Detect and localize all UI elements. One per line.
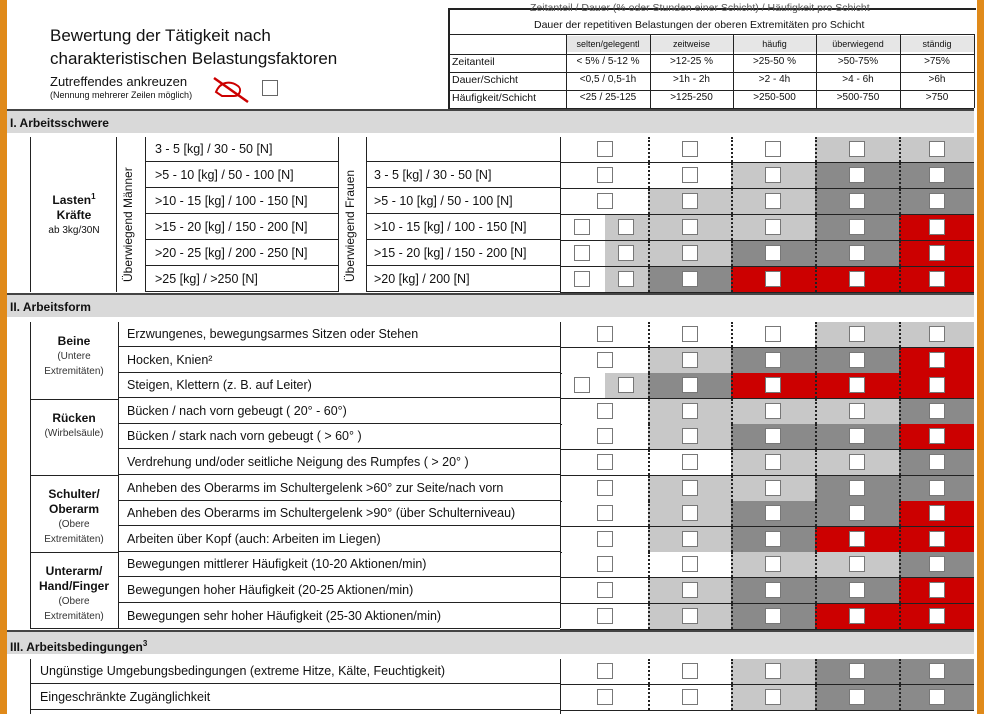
checkbox-af-7[interactable]	[597, 505, 613, 521]
right-border	[977, 0, 984, 714]
column-divider	[815, 476, 817, 501]
group-sub: (Wirbelsäule)	[44, 428, 104, 439]
column-divider	[731, 399, 733, 424]
header-value: >4 - 6h	[842, 74, 874, 85]
header-row-line	[448, 90, 974, 91]
column-divider	[899, 501, 901, 526]
column-divider	[648, 163, 650, 188]
column-divider	[899, 137, 901, 162]
column-divider	[899, 527, 901, 552]
checkbox-af-3[interactable]	[929, 403, 945, 419]
checkbox-af-10[interactable]	[765, 582, 781, 598]
checkbox-af-0[interactable]	[849, 326, 865, 342]
checkbox-af-9[interactable]	[682, 556, 698, 572]
column-divider	[648, 267, 650, 292]
frauen-label: Überwiegend Frauen	[343, 169, 357, 282]
checkbox-lasten-3[interactable]	[929, 219, 945, 235]
checkbox-af-3[interactable]	[849, 403, 865, 419]
checkbox-af-1[interactable]	[682, 352, 698, 368]
checkbox-bed-0[interactable]	[682, 663, 698, 679]
column-divider	[731, 267, 733, 292]
checkbox-lasten-3[interactable]	[849, 219, 865, 235]
checkbox-lasten-5[interactable]	[682, 271, 698, 287]
column-divider	[815, 552, 817, 577]
checkbox-lasten-5[interactable]	[929, 271, 945, 287]
header-value: >1h - 2h	[673, 74, 710, 85]
checkbox-af-0[interactable]	[682, 326, 698, 342]
checkbox-af-5[interactable]	[597, 454, 613, 470]
checkbox-af-0[interactable]	[929, 326, 945, 342]
group-label	[32, 334, 116, 379]
column-header-1: zeitweise	[650, 36, 733, 52]
lasten-f-row	[366, 137, 560, 162]
lasten-text: Lasten	[52, 193, 92, 207]
lasten-m-row: >5 - 10 [kg] / 50 - 100 [N]	[145, 163, 338, 188]
checkbox-af-8[interactable]	[849, 531, 865, 547]
checkbox-af-7[interactable]	[765, 505, 781, 521]
column-divider	[899, 267, 901, 292]
checkbox-af-10[interactable]	[597, 582, 613, 598]
checkbox-af-2[interactable]	[682, 377, 698, 393]
lasten-label	[34, 189, 114, 238]
column-divider	[899, 552, 901, 577]
checkbox-af-7[interactable]	[849, 505, 865, 521]
column-divider	[899, 322, 901, 347]
header-divider	[448, 34, 974, 35]
group-title: Schulter/ Oberarm	[48, 487, 100, 516]
checkbox-lasten-5[interactable]	[849, 271, 865, 287]
column-divider	[648, 348, 650, 373]
checkbox-af-10[interactable]	[682, 582, 698, 598]
checkbox-af-10[interactable]	[929, 582, 945, 598]
checkbox-af-2[interactable]	[618, 377, 634, 393]
checkbox-lasten-2[interactable]	[682, 193, 698, 209]
arbeitsform-row: Bewegungen mittlerer Häufigkeit (10-20 Aktionen/min)	[118, 552, 560, 577]
checkbox-af-6[interactable]	[765, 480, 781, 496]
column-divider	[899, 241, 901, 266]
checkbox-af-2[interactable]	[765, 377, 781, 393]
header-value: >12-25 %	[669, 56, 714, 67]
column-divider	[815, 578, 817, 603]
checkbox-lasten-0[interactable]	[849, 141, 865, 157]
kraefte-text: Kräfte	[56, 208, 92, 222]
column-divider	[815, 450, 817, 475]
header-top-line: Zeitanteil / Dauer (% oder Stunden einer Schicht) / Häufigkeit pro Schicht	[530, 2, 870, 14]
checkbox-bed-0[interactable]	[929, 663, 945, 679]
grid-line	[560, 710, 974, 711]
checkbox-af-4[interactable]	[849, 428, 865, 444]
lasten-m-row: >20 - 25 [kg] / 200 - 250 [N]	[145, 241, 338, 266]
column-header-0: selten/gelegentl	[566, 36, 650, 52]
title-line2: charakteristischen Belastungsfaktoren	[50, 49, 338, 68]
column-divider	[815, 659, 817, 684]
checkbox-bed-1[interactable]	[929, 689, 945, 705]
zutreffendes-label: Zutreffendes ankreuzen	[50, 74, 188, 89]
column-divider	[815, 501, 817, 526]
lasten-f-row: 3 - 5 [kg] / 30 - 50 [N]	[366, 163, 560, 188]
checkbox-af-1[interactable]	[765, 352, 781, 368]
column-divider	[899, 685, 901, 710]
column-divider	[731, 373, 733, 398]
checkbox-lasten-0[interactable]	[765, 141, 781, 157]
column-divider	[731, 241, 733, 266]
checkbox-lasten-3[interactable]	[618, 219, 634, 235]
column-divider	[731, 424, 733, 449]
column-divider	[899, 399, 901, 424]
column-divider	[648, 424, 650, 449]
checkbox-lasten-4[interactable]	[929, 245, 945, 261]
grid-line	[560, 659, 561, 714]
checkbox-af-8[interactable]	[597, 531, 613, 547]
column-header-3: überwiegend	[816, 36, 900, 52]
group-label	[32, 411, 116, 441]
column-divider	[648, 373, 650, 398]
group-label	[32, 487, 116, 547]
checkbox-lasten-4[interactable]	[618, 245, 634, 261]
checkbox-lasten-5[interactable]	[765, 271, 781, 287]
column-header-2: häufig	[733, 36, 816, 52]
column-divider	[731, 552, 733, 577]
column-divider	[815, 424, 817, 449]
lasten-m-row: >10 - 15 [kg] / 100 - 150 [N]	[145, 189, 338, 214]
section-arbeitsbedingungen	[7, 630, 974, 654]
column-divider	[731, 476, 733, 501]
column-divider	[731, 685, 733, 710]
column-divider	[648, 685, 650, 710]
lasten-f-row: >10 - 15 [kg] / 100 - 150 [N]	[366, 215, 560, 240]
column-divider	[648, 215, 650, 240]
header-value: >25-50 %	[752, 56, 797, 67]
header-row-label: Häufigkeit/Schicht	[452, 92, 537, 104]
column-divider	[648, 604, 650, 629]
grid-line	[116, 137, 117, 292]
checkbox-af-11[interactable]	[597, 608, 613, 624]
lasten-m-row: >25 [kg] / >250 [N]	[145, 267, 338, 292]
checkbox-af-11[interactable]	[849, 608, 865, 624]
column-divider	[731, 578, 733, 603]
lasten-m-row: >15 - 20 [kg] / 150 - 200 [N]	[145, 215, 338, 240]
page-title	[50, 24, 337, 70]
checkbox-af-0[interactable]	[597, 326, 613, 342]
column-divider	[648, 659, 650, 684]
checkbox-lasten-0[interactable]	[597, 141, 613, 157]
column-divider	[815, 163, 817, 188]
column-divider	[731, 604, 733, 629]
header-sub-line: Dauer der repetitiven Belastungen der oberen Extremitäten pro Schicht	[534, 19, 865, 31]
checkbox-lasten-3[interactable]	[765, 219, 781, 235]
column-divider	[899, 578, 901, 603]
checkbox-af-1[interactable]	[929, 352, 945, 368]
column-divider	[648, 552, 650, 577]
column-divider	[648, 501, 650, 526]
checkbox-af-10[interactable]	[849, 582, 865, 598]
group-title: Unterarm/ Hand/Finger	[38, 564, 109, 593]
checkbox-af-1[interactable]	[597, 352, 613, 368]
checkbox-af-9[interactable]	[849, 556, 865, 572]
checkbox-lasten-1[interactable]	[849, 167, 865, 183]
column-divider	[731, 659, 733, 684]
lasten-m-row: 3 - 5 [kg] / 30 - 50 [N]	[145, 137, 338, 162]
checkbox-lasten-3[interactable]	[682, 219, 698, 235]
column-divider	[648, 137, 650, 162]
header-value: >250-500	[753, 92, 796, 103]
checkbox-lasten-2[interactable]	[597, 193, 613, 209]
arbeitsform-row: Bewegungen sehr hoher Häufigkeit (25-30 Aktionen/min)	[118, 604, 560, 629]
column-divider	[815, 604, 817, 629]
column-divider	[731, 501, 733, 526]
checkbox-lasten-4[interactable]	[574, 245, 590, 261]
column-divider	[815, 267, 817, 292]
checkbox-lasten-2[interactable]	[765, 193, 781, 209]
checkbox-lasten-3[interactable]	[574, 219, 590, 235]
checkbox-bed-1[interactable]	[682, 689, 698, 705]
checkbox-lasten-1[interactable]	[682, 167, 698, 183]
header-value: >500-750	[836, 92, 880, 103]
crossed-hand-icon	[212, 72, 252, 104]
nennung-label: (Nennung mehrerer Zeilen möglich)	[50, 90, 193, 100]
header-value: >2 - 4h	[758, 74, 791, 85]
column-divider	[731, 215, 733, 240]
lasten-f-row: >15 - 20 [kg] / 150 - 200 [N]	[366, 241, 560, 266]
checkbox-af-5[interactable]	[765, 454, 781, 470]
checkbox-af-2[interactable]	[574, 377, 590, 393]
grid-line	[30, 628, 118, 629]
maenner-label: Überwiegend Männer	[121, 167, 135, 282]
left-border	[0, 0, 7, 714]
column-divider	[815, 348, 817, 373]
checkbox-af-5[interactable]	[682, 454, 698, 470]
checkbox-af-7[interactable]	[929, 505, 945, 521]
checkbox-af-6[interactable]	[682, 480, 698, 496]
checkbox-lasten-4[interactable]	[765, 245, 781, 261]
example-checkbox[interactable]	[262, 80, 278, 96]
column-divider	[899, 476, 901, 501]
section-3-title: III. Arbeitsbedingungen	[10, 640, 143, 654]
column-divider	[815, 322, 817, 347]
checkbox-lasten-4[interactable]	[682, 245, 698, 261]
arbeitsform-row: Bücken / stark nach vorn gebeugt ( > 60° )	[118, 424, 560, 449]
title-line1: Bewertung der Tätigkeit nach	[50, 26, 271, 45]
header-row-line	[448, 72, 974, 73]
checkbox-af-4[interactable]	[929, 428, 945, 444]
header-value: >125-250	[670, 92, 713, 103]
grid-line	[30, 552, 118, 553]
section-3-sup: 3	[142, 639, 148, 648]
column-divider	[731, 322, 733, 347]
section-arbeitsform: II. Arbeitsform	[7, 293, 974, 317]
checkbox-lasten-0[interactable]	[929, 141, 945, 157]
checkbox-af-8[interactable]	[765, 531, 781, 547]
column-divider	[899, 215, 901, 240]
checkbox-af-5[interactable]	[849, 454, 865, 470]
header-value: >50-75%	[837, 56, 879, 67]
column-divider	[815, 137, 817, 162]
column-divider	[815, 373, 817, 398]
arbeitsform-row: Anheben des Oberarms im Schultergelenk >60° zur Seite/nach vorn	[118, 476, 560, 501]
checkbox-af-9[interactable]	[597, 556, 613, 572]
checkbox-af-9[interactable]	[929, 556, 945, 572]
arbeitsform-row: Arbeiten über Kopf (auch: Arbeiten im Liegen)	[118, 527, 560, 552]
group-title: Rücken	[52, 411, 96, 425]
checkbox-af-4[interactable]	[682, 428, 698, 444]
group-sub: (Obere Extremitäten)	[44, 519, 104, 545]
header-value: <0,5 / 0,5-1h	[579, 74, 637, 85]
checkbox-af-11[interactable]	[682, 608, 698, 624]
checkbox-af-4[interactable]	[597, 428, 613, 444]
header-value: < 5% / 5-12 %	[576, 56, 640, 67]
checkbox-af-9[interactable]	[765, 556, 781, 572]
column-divider	[899, 604, 901, 629]
group-title: Beine	[57, 334, 91, 348]
checkbox-af-0[interactable]	[765, 326, 781, 342]
checkbox-lasten-2[interactable]	[849, 193, 865, 209]
column-divider	[899, 348, 901, 373]
arbeitsform-row: Bücken / nach vorn gebeugt ( 20° - 60°)	[118, 399, 560, 424]
header-row-label: Zeitanteil	[452, 56, 495, 68]
checkbox-af-6[interactable]	[929, 480, 945, 496]
checkbox-lasten-5[interactable]	[574, 271, 590, 287]
section-arbeitsschwere: I. Arbeitsschwere	[7, 109, 974, 133]
bedingungen-row: Eingeschränkte Zugänglichkeit	[30, 685, 560, 710]
checkbox-af-8[interactable]	[929, 531, 945, 547]
checkbox-af-3[interactable]	[765, 403, 781, 419]
header-value: <25 / 25-125	[579, 92, 637, 103]
column-divider	[648, 399, 650, 424]
column-divider	[731, 527, 733, 552]
arbeitsform-row: Anheben des Oberarms im Schultergelenk >90° (über Schulterniveau)	[118, 501, 560, 526]
column-divider	[815, 685, 817, 710]
column-divider	[731, 163, 733, 188]
header-value: >6h	[928, 74, 946, 85]
checkbox-af-1[interactable]	[849, 352, 865, 368]
checkbox-lasten-0[interactable]	[682, 141, 698, 157]
column-divider	[731, 137, 733, 162]
column-divider	[815, 241, 817, 266]
arbeitsform-row: Hocken, Knien²	[118, 348, 560, 373]
column-divider	[648, 578, 650, 603]
checkbox-af-2[interactable]	[849, 377, 865, 393]
column-divider	[899, 189, 901, 214]
checkbox-bed-0[interactable]	[765, 663, 781, 679]
checkbox-lasten-1[interactable]	[597, 167, 613, 183]
header-value: >75%	[924, 56, 950, 67]
lasten-ab-text: ab 3kg/30N	[48, 225, 100, 236]
checkbox-bed-0[interactable]	[849, 663, 865, 679]
bedingungen-row: Ungünstige Umgebungsbedingungen (extreme Hitze, Kälte, Feuchtigkeit)	[30, 659, 560, 684]
header-row-label: Dauer/Schicht	[452, 74, 518, 86]
column-divider	[648, 476, 650, 501]
column-divider	[815, 189, 817, 214]
checkbox-af-11[interactable]	[929, 608, 945, 624]
column-divider	[731, 450, 733, 475]
group-sub: (Untere Extremitäten)	[44, 351, 104, 377]
header-col-line	[974, 34, 975, 108]
checkbox-af-3[interactable]	[597, 403, 613, 419]
grid-line	[338, 137, 339, 292]
column-divider	[815, 527, 817, 552]
checkbox-af-3[interactable]	[682, 403, 698, 419]
checkbox-af-11[interactable]	[765, 608, 781, 624]
column-divider	[899, 659, 901, 684]
grid-line	[30, 399, 118, 400]
checkbox-lasten-1[interactable]	[765, 167, 781, 183]
header-value: >750	[925, 92, 949, 103]
header-row-line	[448, 108, 974, 109]
column-divider	[648, 189, 650, 214]
checkbox-af-7[interactable]	[682, 505, 698, 521]
checkbox-af-2[interactable]	[929, 377, 945, 393]
column-divider	[815, 215, 817, 240]
lasten-sup: 1	[91, 192, 96, 201]
checkbox-bed-1[interactable]	[849, 689, 865, 705]
arbeitsform-row: Erzwungenes, bewegungsarmes Sitzen oder Stehen	[118, 322, 560, 347]
column-divider	[731, 189, 733, 214]
column-divider	[899, 424, 901, 449]
checkbox-af-5[interactable]	[929, 454, 945, 470]
checkbox-af-4[interactable]	[765, 428, 781, 444]
grid-line	[30, 137, 31, 292]
checkbox-bed-1[interactable]	[597, 689, 613, 705]
column-divider	[648, 241, 650, 266]
checkbox-af-6[interactable]	[597, 480, 613, 496]
group-sub: (Obere Extremitäten)	[44, 596, 104, 622]
arbeitsform-row: Verdrehung und/oder seitliche Neigung des Rumpfes ( > 20° )	[118, 450, 560, 475]
column-divider	[899, 373, 901, 398]
column-divider	[899, 163, 901, 188]
header-row-line	[448, 54, 974, 55]
column-divider	[815, 399, 817, 424]
checkbox-lasten-5[interactable]	[618, 271, 634, 287]
column-divider	[899, 450, 901, 475]
group-label	[32, 564, 116, 624]
checkbox-bed-1[interactable]	[765, 689, 781, 705]
column-divider	[731, 348, 733, 373]
checkbox-lasten-2[interactable]	[929, 193, 945, 209]
checkbox-bed-0[interactable]	[597, 663, 613, 679]
arbeitsform-row: Steigen, Klettern (z. B. auf Leiter)	[118, 373, 560, 398]
checkbox-af-6[interactable]	[849, 480, 865, 496]
grid-line	[560, 629, 974, 630]
lasten-f-row: >20 [kg] / 200 [N]	[366, 267, 560, 292]
checkbox-af-8[interactable]	[682, 531, 698, 547]
grid-line	[560, 292, 974, 293]
column-divider	[648, 322, 650, 347]
checkbox-lasten-1[interactable]	[929, 167, 945, 183]
column-header-4: ständig	[900, 36, 974, 52]
column-divider	[648, 527, 650, 552]
checkbox-lasten-4[interactable]	[849, 245, 865, 261]
lasten-f-row: >5 - 10 [kg] / 50 - 100 [N]	[366, 189, 560, 214]
column-divider	[648, 450, 650, 475]
grid-line	[30, 475, 118, 476]
arbeitsform-row: Bewegungen hoher Häufigkeit (20-25 Aktionen/min)	[118, 578, 560, 603]
